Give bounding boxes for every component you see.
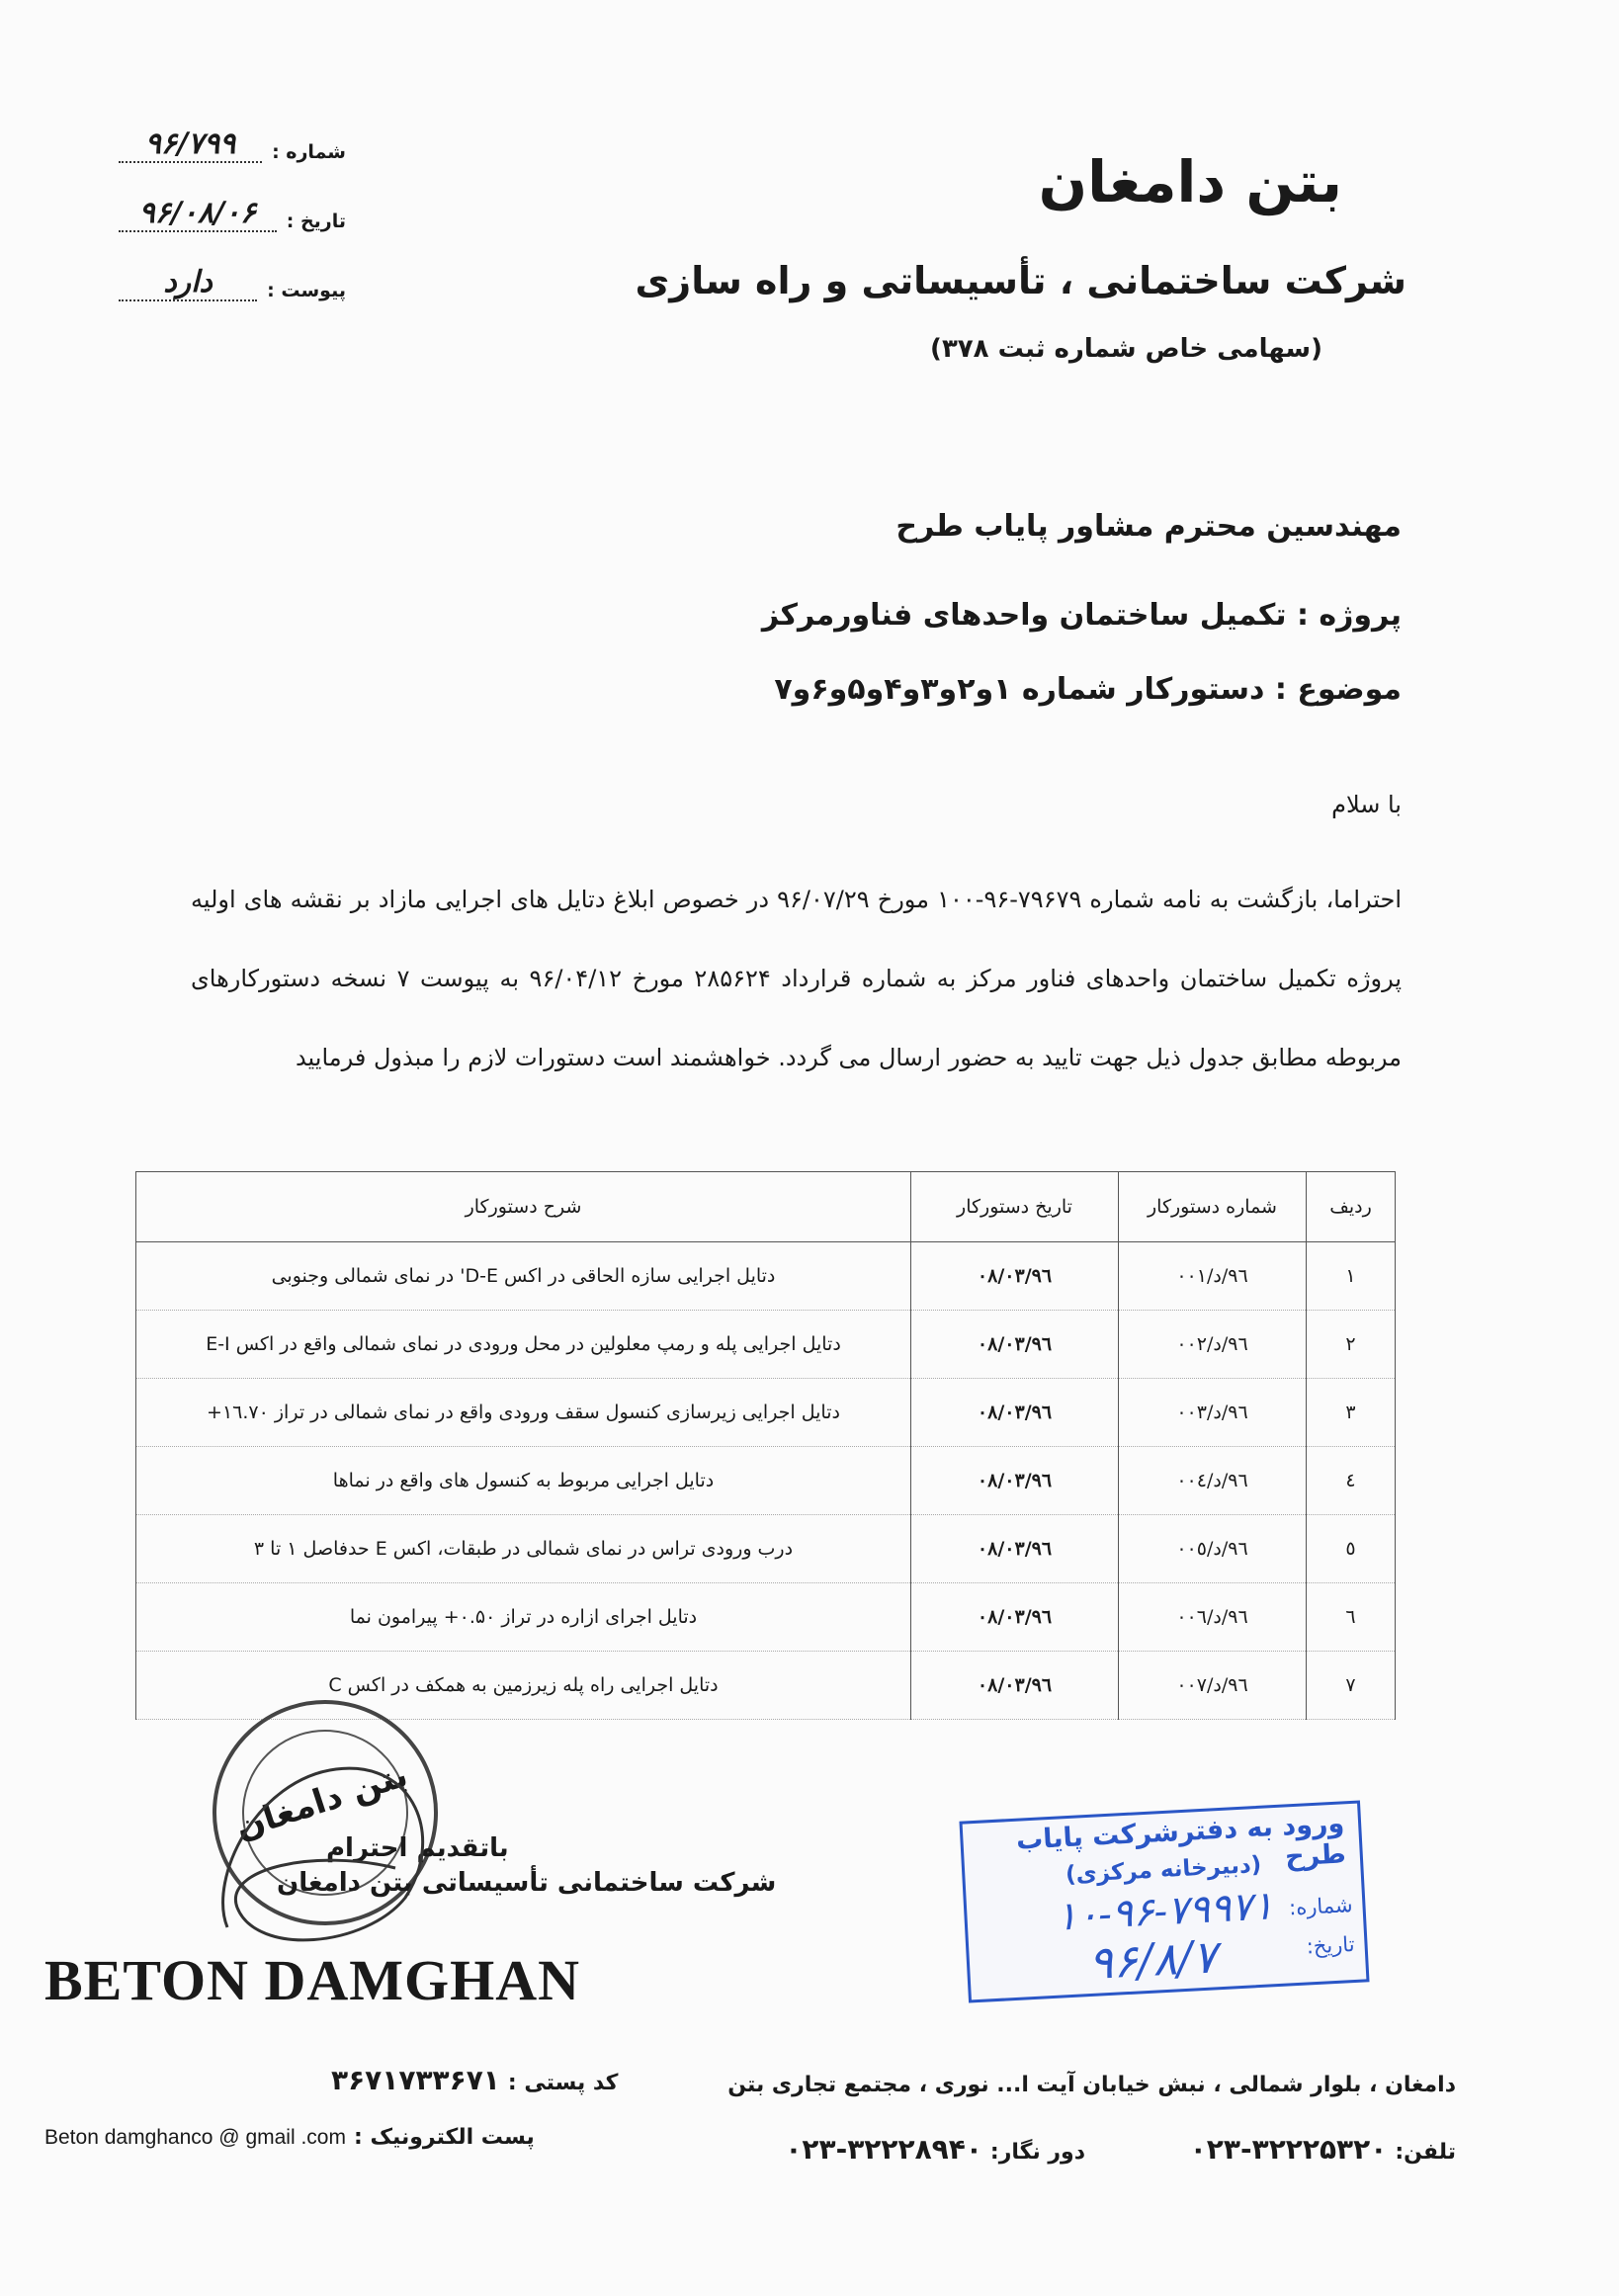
cell-number: ۹٦/د/۰۰۲	[1119, 1311, 1307, 1379]
footer-address: دامغان ، بلوار شمالی ، نبش خیابان آیت ا... نوری ، مجتمع تجاری بتن	[727, 2073, 1456, 2097]
cell-date: ۹٦/۰۸/۰۳	[911, 1242, 1119, 1311]
phone-label: تلفن:	[1395, 2140, 1456, 2165]
table-row	[136, 1379, 1396, 1447]
letter-number-value: ۹۶/۷۹۹	[119, 127, 262, 163]
seal-text: بتن دامغان	[230, 1754, 413, 1848]
footer-fax	[785, 2133, 1085, 2166]
cell-row: ۳	[1307, 1379, 1396, 1447]
cell-row: ٦	[1307, 1583, 1396, 1652]
cell-number: ۹٦/د/۰۰۳	[1119, 1379, 1307, 1447]
cell-row: ٤	[1307, 1447, 1396, 1515]
letter-number-label: شماره :	[272, 141, 346, 163]
cell-row: ۷	[1307, 1652, 1396, 1720]
postal-value: ۳۶۷۱۷۳۳۶۷۱	[331, 2064, 500, 2096]
col-date-header: تاریخ دستورکار	[911, 1172, 1119, 1242]
cell-description: دتایل اجرایی راه پله زیرزمین به همکف در اکس C	[136, 1652, 911, 1720]
cell-number: ۹٦/د/۰۰٥	[1119, 1515, 1307, 1583]
stamp-date-value: ۹۶/۸/۷	[1086, 1929, 1219, 1991]
cell-description: دتایل اجرایی مربوط به کنسول های واقع در نماها	[136, 1447, 911, 1515]
cell-date: ۹٦/۰۸/۰۳	[911, 1379, 1119, 1447]
cell-number: ۹٦/د/۰۰۱	[1119, 1242, 1307, 1311]
regards-line: باتقدیم احترام	[326, 1833, 509, 1863]
recipient-line: مهندسین محترم مشاور پایاب طرح	[895, 509, 1402, 544]
table-row	[136, 1447, 1396, 1515]
cell-number: ۹٦/د/۰۰٦	[1119, 1583, 1307, 1652]
col-number-header: شماره دستورکار	[1119, 1172, 1307, 1242]
phone-value: ۰۲۳-۳۲۲۲۵۳۲۰	[1189, 2133, 1388, 2166]
cell-description: دتایل اجرایی سازه الحاقی در اکس D-E' در نمای شمالی وجنوبی	[136, 1242, 911, 1311]
cell-row: ۱	[1307, 1242, 1396, 1311]
cell-description: دتایل اجرایی پله و رمپ معلولین در محل ورودی در نمای شمالی واقع در اکس E-I	[136, 1311, 911, 1379]
handwritten-signature	[198, 1740, 455, 1967]
col-row-header: ردیف	[1307, 1172, 1396, 1242]
letter-date-label: تاریخ :	[286, 211, 346, 232]
cell-row: ۲	[1307, 1311, 1396, 1379]
email-value: Beton damghanco @ gmail .com	[44, 2126, 346, 2149]
signatory-company: شرکت ساختمانی تأسیساتی بتن دامغان	[277, 1868, 777, 1898]
col-description-header: شرح دستورکار	[136, 1172, 911, 1242]
attachment-value: دارد	[119, 265, 257, 301]
cell-description: دتایل اجرای ازاره در تراز ۰.۵۰+ پیرامون نما	[136, 1583, 911, 1652]
cell-number: ۹٦/د/۰۰٤	[1119, 1447, 1307, 1515]
footer-phone	[1190, 2133, 1456, 2166]
work-orders-table	[135, 1171, 1396, 1720]
company-name: شرکت ساختمانی ، تأسیساتی و راه سازی	[635, 259, 1406, 302]
stamp-title: ورود به دفترشرکت پایاب طرح	[1015, 1808, 1347, 1873]
cell-date: ۹٦/۰۸/۰۳	[911, 1447, 1119, 1515]
greeting: با سلام	[1331, 791, 1402, 818]
receipt-stamp	[959, 1801, 1369, 2003]
postal-label: کد پستی :	[507, 2071, 619, 2095]
cell-description: دتایل اجرایی زیرسازی کنسول سقف ورودی واقع در نمای شمالی در تراز ۱٦.۷۰+	[136, 1379, 911, 1447]
stamp-number-label: شماره:	[1288, 1893, 1354, 1920]
cell-date: ۹٦/۰۸/۰۳	[911, 1311, 1119, 1379]
cell-description: درب ورودی تراس در نمای شمالی در طبقات، اکس E حدفاصل ۱ تا ۳	[136, 1515, 911, 1583]
letter-date-field	[119, 196, 346, 232]
letter-date-value: ۹۶/۰۸/۰۶	[119, 196, 277, 232]
letter-body: احتراما، بازگشت به نامه شماره ۷۹۶۷۹-۹۶-۱۰۰ مورخ ۹۶/۰۷/۲۹ در خصوص ابلاغ دتایل های اجرایی مازاد بر نقشه های اولیه پروژه تکمیل ساختمان واحدهای فناور مرکز به شماره قرارداد ۲۸۵۶۲۴ مورخ ۹۶/۰۴/۱۲ به پیوست ۷ نسخه دستورکارهای مربوطه مطابق جدول ذیل جهت تایید به حضور ارسال می گردد. خواهشمند است دستورات لازم را مبذول فرمایید	[191, 886, 1403, 1071]
table-row	[136, 1311, 1396, 1379]
table-header-row	[136, 1172, 1396, 1242]
cell-row: ٥	[1307, 1515, 1396, 1583]
stamp-date-label: تاریخ:	[1306, 1932, 1356, 1959]
table-row	[136, 1515, 1396, 1583]
cell-number: ۹٦/د/۰۰۷	[1119, 1652, 1307, 1720]
letter-number-field	[119, 127, 346, 163]
registration-number: (سهامی خاص شماره ثبت ۳۷۸)	[930, 334, 1322, 364]
brand-title: بتن دامغان	[1038, 148, 1342, 215]
attachment-field	[119, 265, 346, 301]
stamp-subtitle: (دبیرخانه مرکزی)	[1065, 1851, 1262, 1889]
latin-brand-name: BETON DAMGHAN	[44, 1948, 581, 2012]
footer-postal	[331, 2064, 618, 2096]
table-row	[136, 1583, 1396, 1652]
footer-email	[44, 2125, 535, 2150]
cell-date: ۹٦/۰۸/۰۳	[911, 1515, 1119, 1583]
cell-date: ۹٦/۰۸/۰۳	[911, 1583, 1119, 1652]
subject-line: موضوع : دستورکار شماره ۱و۲و۳و۴و۵و۶و۷	[774, 672, 1402, 707]
stamp-number-value: ۱۰-۹۶-۷۹۹۷۱	[1055, 1883, 1275, 1940]
cell-date: ۹٦/۰۸/۰۳	[911, 1652, 1119, 1720]
email-label: پست الکترونیک :	[353, 2125, 535, 2150]
fax-label: دور نگار:	[989, 2140, 1085, 2165]
attachment-label: پیوست :	[267, 280, 346, 301]
table-row	[136, 1242, 1396, 1311]
fax-value: ۰۲۳-۳۲۲۲۸۹۴۰	[785, 2133, 982, 2166]
project-line: پروژه : تکمیل ساختمان واحدهای فناورمرکز	[761, 598, 1402, 633]
